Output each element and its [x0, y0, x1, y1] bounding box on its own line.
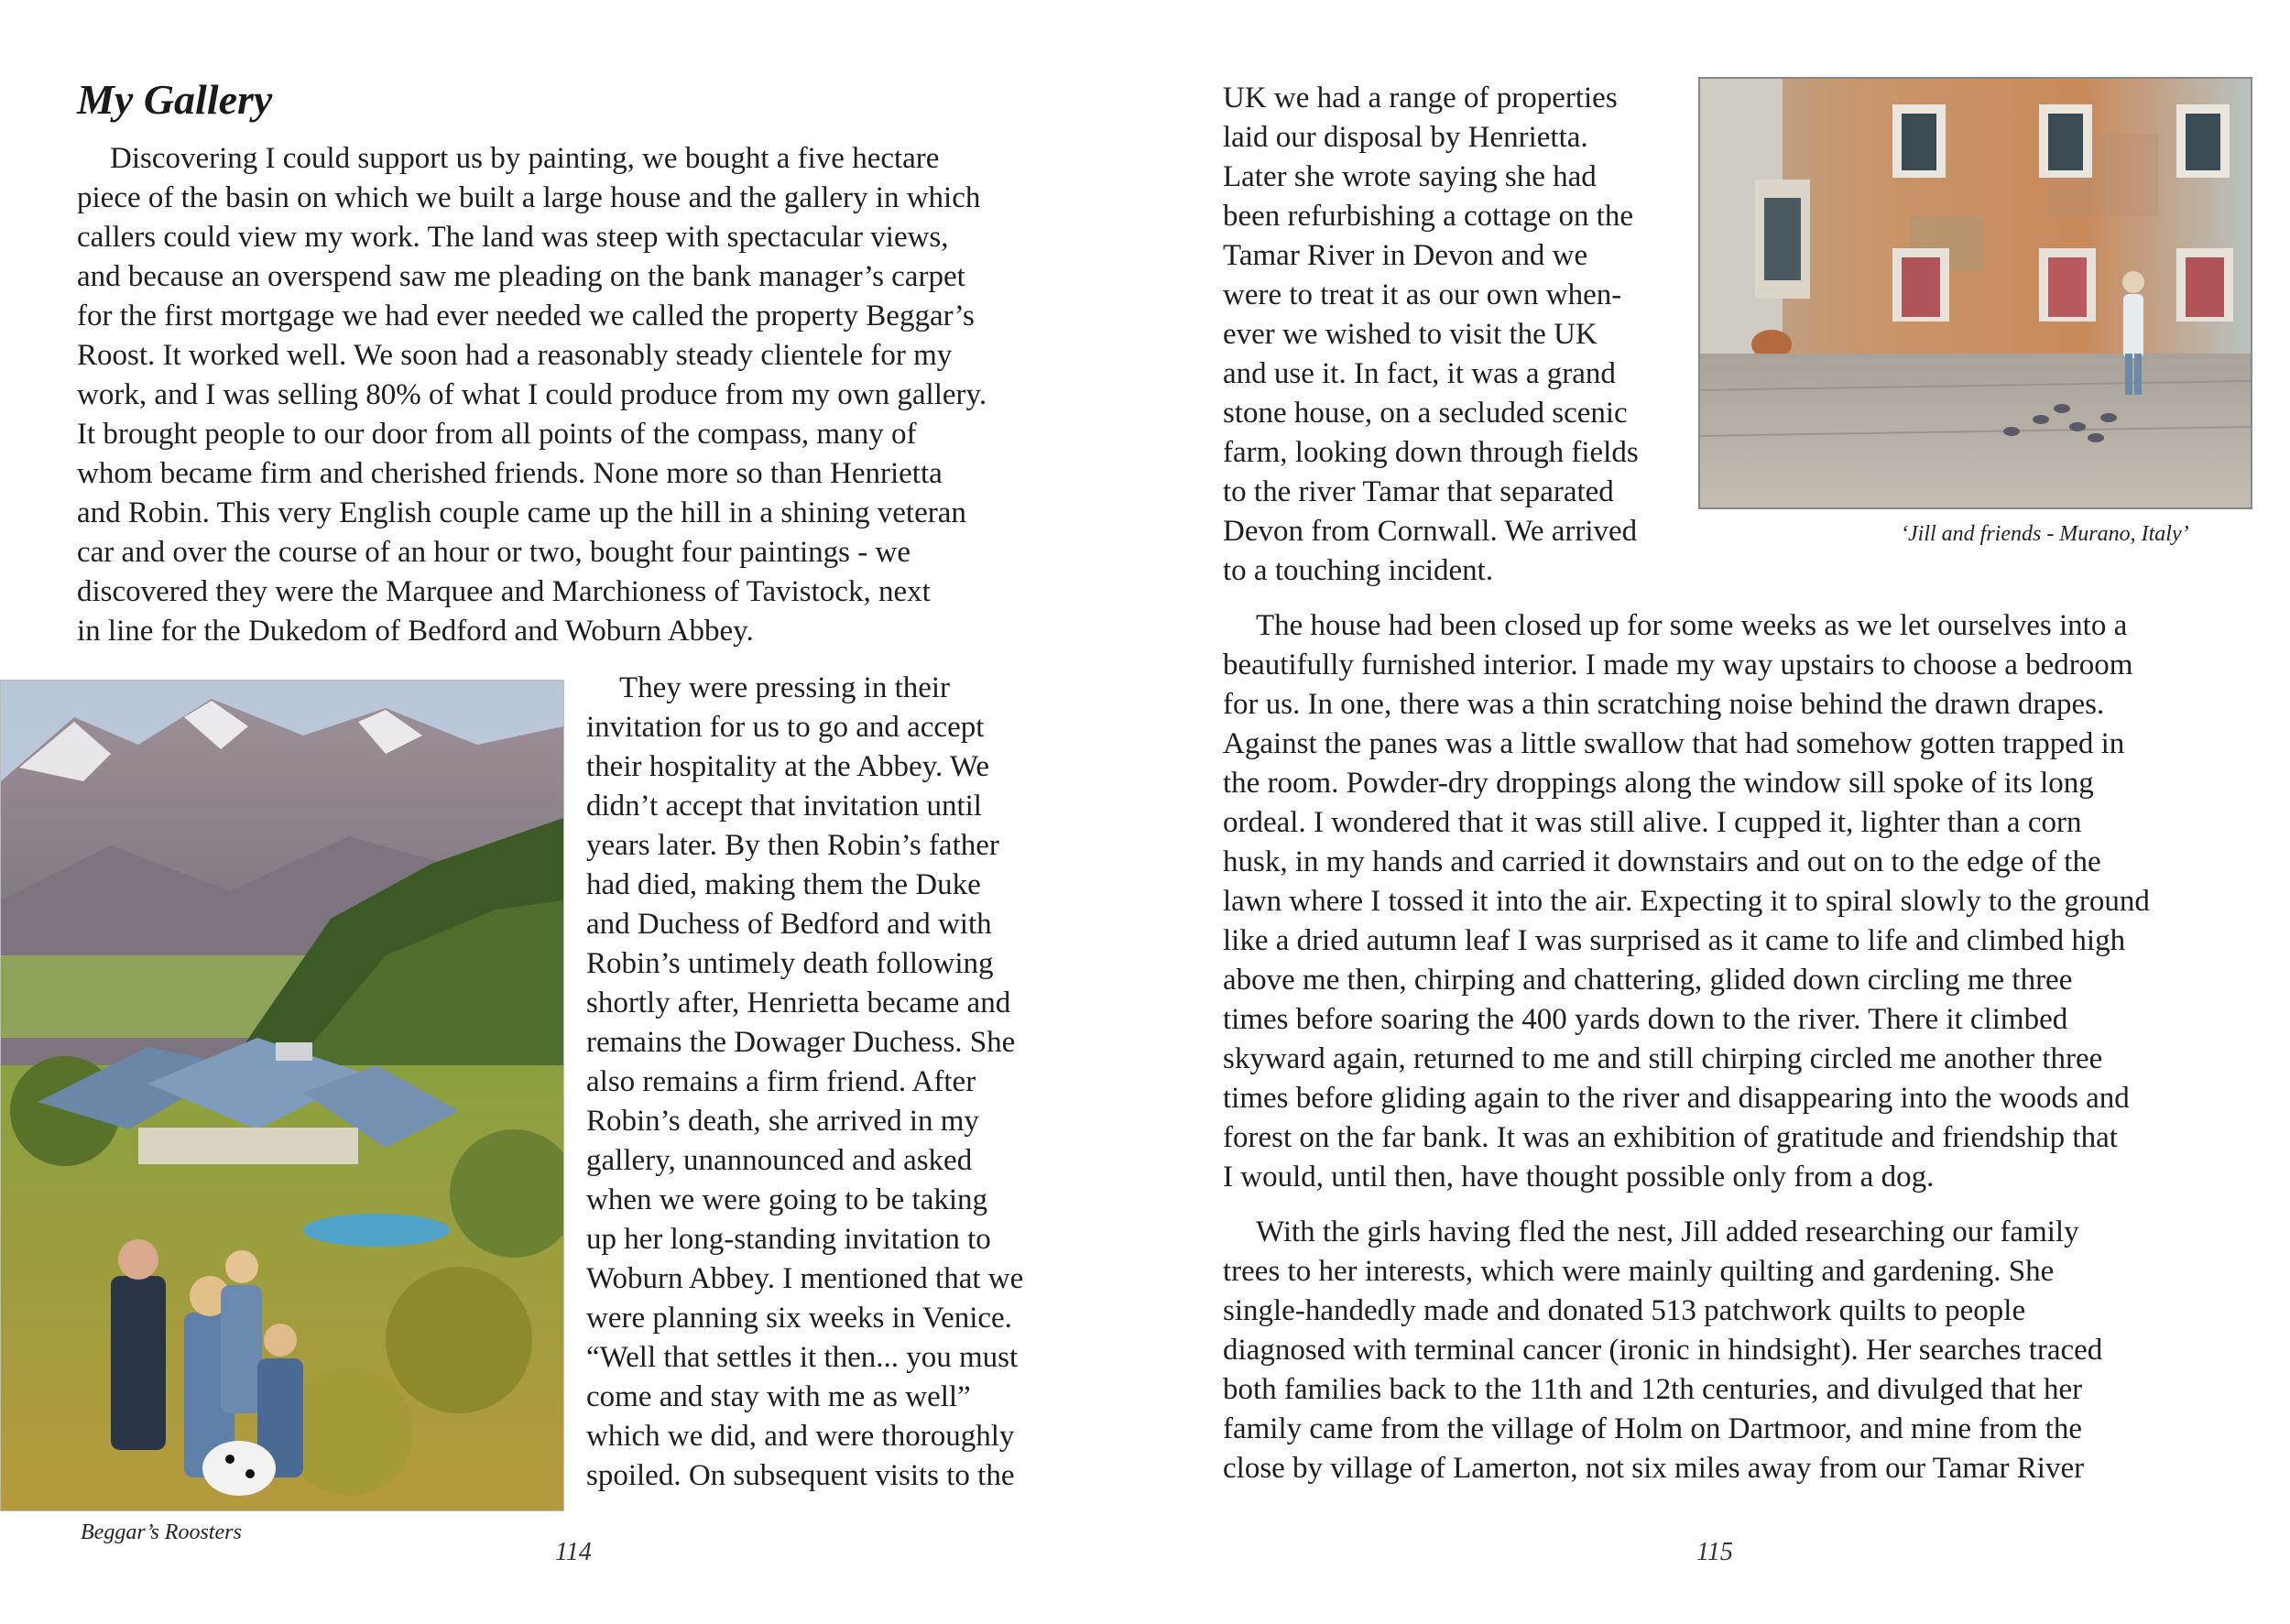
text-line: their hospitality at the Abbey. We	[586, 750, 990, 783]
text-line: stone house, on a secluded scenic	[1223, 397, 1628, 430]
text-line: work, and I was selling 80% of what I could produce from my own gallery.	[77, 378, 987, 411]
text-line: ordeal. I wondered that it was still alive. I cupped it, lighter than a corn	[1223, 806, 2082, 839]
text-line: spoiled. On subsequent visits to the	[586, 1459, 1015, 1492]
paragraph-gallery	[77, 139, 1112, 651]
text-line: come and stay with me as well”	[586, 1380, 971, 1413]
chapter-title: My Gallery	[77, 76, 273, 123]
text-line: were planning six weeks in Venice.	[586, 1302, 1012, 1335]
text-line: close by village of Lamerton, not six miles away from our Tamar River	[1223, 1452, 2085, 1485]
text-line: beautifully furnished interior. I made my way upstairs to choose a bedroom	[1223, 649, 2133, 681]
text-line: gallery, unannounced and asked	[586, 1144, 973, 1177]
text-line: both families back to the 11th and 12th centuries, and divulged that her	[1223, 1373, 2083, 1406]
text-line: diagnosed with terminal cancer (ironic in hindsight). Her searches traced	[1223, 1334, 2103, 1367]
text-line: were to treat it as our own when-	[1223, 278, 1622, 311]
text-line: It brought people to our door from all points of the compass, many of	[77, 418, 917, 451]
text-line: invitation for us to go and accept	[586, 711, 985, 744]
text-line: The house had been closed up for some weeks as we let ourselves into a	[1256, 609, 2128, 642]
text-line: Later she wrote saying she had	[1223, 160, 1597, 193]
paragraph-family-trees	[1223, 1213, 2267, 1488]
text-line: to a touching incident.	[1223, 554, 1494, 587]
text-line: They were pressing in their	[619, 671, 951, 704]
murano-painting	[1698, 77, 2252, 509]
text-line: to the river Tamar that separated	[1223, 475, 1614, 508]
text-line: With the girls having fled the nest, Jill added researching our family	[1256, 1215, 2079, 1248]
text-line: “Well that settles it then... you must	[586, 1341, 1019, 1374]
text-line: I would, until then, have thought possible only from a dog.	[1223, 1161, 1935, 1193]
text-line: family came from the village of Holm on Dartmoor, and mine from the	[1223, 1412, 2082, 1445]
text-line: farm, looking down through fields	[1223, 436, 1639, 469]
text-line: lawn where I tossed it into the air. Expecting it to spiral slowly to the ground	[1223, 885, 2150, 918]
text-line: times before soaring the 400 yards down to the river. There it climbed	[1223, 1003, 2068, 1036]
text-line: which we did, and were thoroughly	[586, 1420, 1015, 1453]
text-line: and use it. In fact, it was a grand	[1223, 357, 1616, 390]
page-number: 114	[555, 1538, 592, 1566]
text-line: for us. In one, there was a thin scratching noise behind the drawn drapes.	[1223, 688, 2105, 721]
text-line: shortly after, Henrietta became and	[586, 986, 1011, 1019]
text-line: for the first mortgage we had ever needed we called the property Beggar’s	[77, 300, 975, 332]
text-line: also remains a firm friend. After	[586, 1065, 976, 1098]
text-line: didn’t accept that invitation until	[586, 790, 982, 823]
text-line: and Duchess of Bedford and with	[586, 908, 992, 941]
text-line: skyward again, returned to me and still chirping circled me another three	[1223, 1042, 2103, 1075]
paragraph-properties	[1223, 79, 1690, 591]
text-line: Robin’s death, she arrived in my	[586, 1105, 979, 1138]
text-line: piece of the basin on which we built a large house and the gallery in which	[77, 181, 981, 214]
text-line: been refurbishing a cottage on the	[1223, 200, 1634, 233]
text-line: Against the panes was a little swallow that had somehow gotten trapped in	[1223, 727, 2125, 760]
text-line: and Robin. This very English couple came up the hill in a shining veteran	[77, 496, 966, 529]
text-line: Woburn Abbey. I mentioned that we	[586, 1262, 1024, 1295]
text-line: whom became firm and cherished friends. None more so than Henrietta	[77, 457, 943, 490]
right-page	[1145, 0, 2290, 1624]
text-line: above me then, chirping and chattering, glided down circling me three	[1223, 964, 2073, 997]
text-line: and because an overspend saw me pleading on the bank manager’s carpet	[77, 260, 965, 293]
text-line: ever we wished to visit the UK	[1223, 318, 1598, 351]
text-line: Roost. It worked well. We soon had a reasonably steady clientele for my	[77, 339, 953, 372]
text-line: when we were going to be taking	[586, 1183, 988, 1216]
text-line: times before gliding again to the river and disappearing into the woods and	[1223, 1082, 2130, 1115]
text-line: Tamar River in Devon and we	[1223, 239, 1588, 272]
beggars-roost-photo	[0, 680, 564, 1511]
paragraph-swallow	[1223, 606, 2267, 1197]
text-line: years later. By then Robin’s father	[586, 829, 999, 862]
text-line: UK we had a range of properties	[1223, 82, 1618, 114]
text-line: car and over the course of an hour or two, bought four paintings - we	[77, 536, 911, 569]
text-line: like a dried autumn leaf I was surprised as it came to life and climbed high	[1223, 924, 2126, 957]
text-line: in line for the Dukedom of Bedford and Woburn Abbey.	[77, 615, 754, 648]
text-line: laid our disposal by Henrietta.	[1223, 121, 1588, 154]
text-line: husk, in my hands and carried it downstairs and out on to the edge of the	[1223, 845, 2101, 878]
page-number: 115	[1696, 1538, 1733, 1566]
text-line: remains the Dowager Duchess. She	[586, 1026, 1016, 1059]
text-line: forest on the far bank. It was an exhibition of gratitude and friendship that	[1223, 1121, 2118, 1154]
text-line: trees to her interests, which were mainly quilting and gardening. She	[1223, 1255, 2055, 1288]
text-line: callers could view my work. The land was steep with spectacular views,	[77, 221, 949, 254]
text-line: the room. Powder-dry droppings along the window sill spoke of its long	[1223, 767, 2094, 800]
text-line: single-handedly made and donated 513 patchwork quilts to people	[1223, 1294, 2026, 1327]
painting-caption: ‘Jill and friends - Murano, Italy’	[1901, 522, 2189, 546]
paragraph-invitation	[586, 669, 1127, 1496]
text-line: Discovering I could support us by painting, we bought a five hectare	[110, 142, 940, 175]
text-line: up her long-standing invitation to	[586, 1223, 991, 1256]
text-line: Robin’s untimely death following	[586, 947, 994, 980]
text-line: discovered they were the Marquee and Marchioness of Tavistock, next	[77, 575, 931, 608]
text-line: Devon from Cornwall. We arrived	[1223, 515, 1638, 548]
text-line: had died, making them the Duke	[586, 868, 981, 901]
photo-caption: Beggar’s Roosters	[81, 1520, 242, 1544]
